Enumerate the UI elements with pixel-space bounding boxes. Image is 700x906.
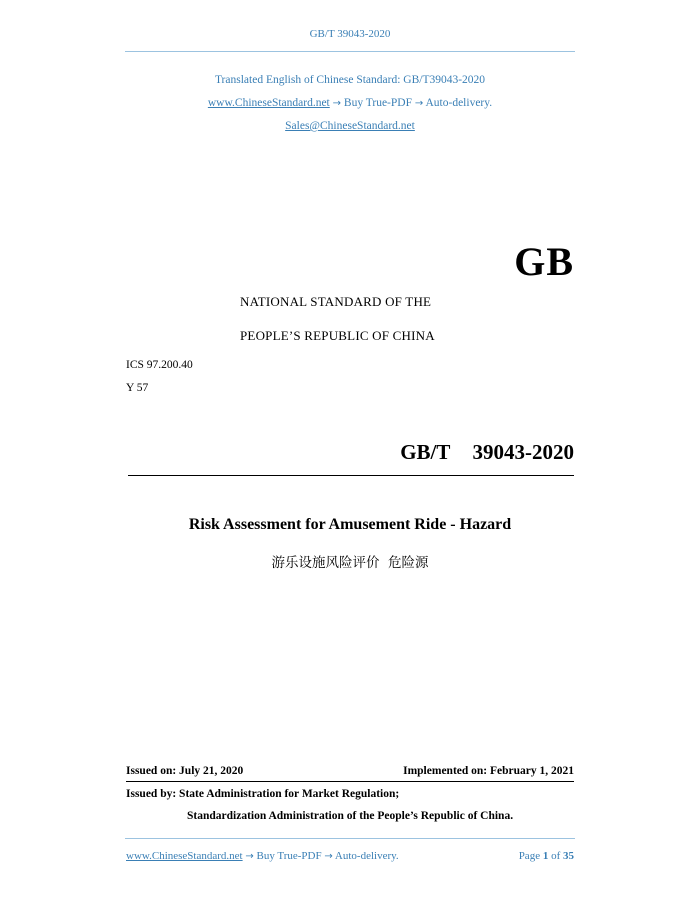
running-header: GB/T 39043-2020 (309, 28, 391, 40)
arrow-right-icon: → (245, 851, 254, 862)
standard-number: GB/T 39043-2020 (400, 440, 574, 464)
footer-divider (125, 838, 575, 839)
dates-divider (126, 781, 574, 782)
footer-site-link[interactable]: www.ChineseStandard.net (126, 850, 243, 862)
national-standard-heading-2: PEOPLE’S REPUBLIC OF CHINA (240, 328, 435, 343)
issued-by-2: Standardization Administration of the People’s Republic of China. (187, 810, 514, 822)
email-link[interactable]: Sales@ChineseStandard.net (285, 120, 415, 132)
classification-code: Y 57 (126, 382, 149, 394)
site-link[interactable]: www.ChineseStandard.net (207, 97, 330, 109)
ics-code: ICS 97.200.40 (126, 359, 193, 371)
dates-row (126, 765, 574, 777)
email-line (0, 120, 700, 132)
issued-by: Issued by: State Administration for Market Regulation; (126, 788, 400, 800)
implemented-on: Implemented on: February 1, 2021 (403, 765, 574, 777)
header-divider (125, 51, 575, 52)
document-title: Risk Assessment for Amusement Ride - Hazard (188, 516, 512, 533)
promo-line (0, 97, 700, 109)
document-title-chinese: 游乐设施风险评价 危险源 (271, 555, 429, 571)
footer-promo (126, 850, 399, 862)
page-of: of (551, 850, 561, 862)
arrow-right-icon: → (414, 98, 424, 109)
buy-true-pdf-text: Buy True-PDF (343, 97, 412, 109)
page-indicator (519, 850, 574, 862)
title-divider (128, 475, 574, 476)
gb-mark: GB (514, 239, 574, 284)
arrow-right-icon: → (324, 851, 333, 862)
footer-delivery-text: Auto-delivery. (334, 850, 399, 862)
footer-buy-text: Buy True-PDF (256, 850, 322, 862)
page-current: 1 (542, 850, 549, 862)
page-label: Page (518, 850, 541, 862)
issued-on: Issued on: July 21, 2020 (126, 765, 244, 777)
national-standard-heading: NATIONAL STANDARD OF THE (240, 294, 432, 309)
translation-notice: Translated English of Chinese Standard: GB/T39043-2020 (214, 74, 486, 86)
arrow-right-icon: → (332, 98, 342, 109)
page-total: 35 (563, 850, 574, 862)
auto-delivery-text: Auto-delivery. (425, 97, 493, 109)
